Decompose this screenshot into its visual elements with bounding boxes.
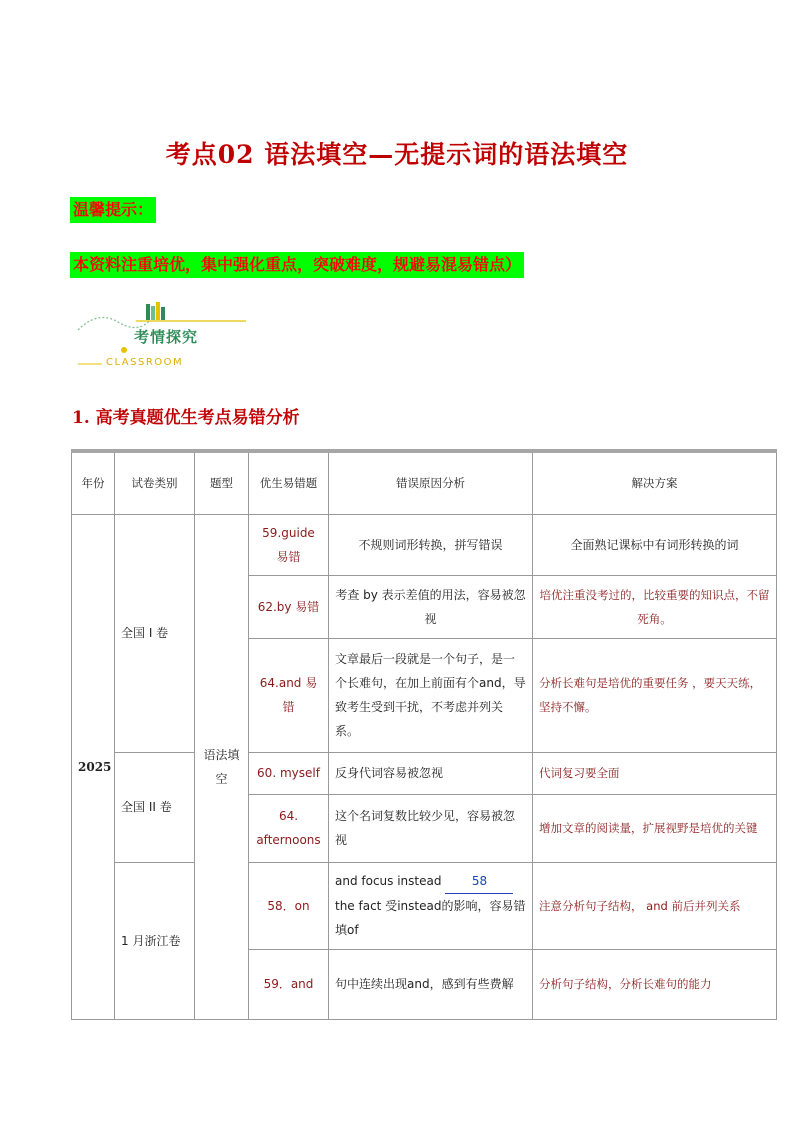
reason-part-a: and focus instead xyxy=(335,874,442,888)
solution-cell: 全面熟记课标中有词形转换的词 xyxy=(533,514,777,575)
paper-cell: 全国 I 卷 xyxy=(115,514,195,752)
solution-cell: 分析长难句是培优的重要任务 ，要天天练，坚持不懈。 xyxy=(533,638,777,752)
header-solution: 解决方案 xyxy=(533,451,777,514)
question-cell: 60. myself xyxy=(249,752,329,794)
table-row xyxy=(72,862,777,949)
reason-cell: 句中连续出现and，感到有些费解 xyxy=(329,949,533,1019)
header-type: 题型 xyxy=(195,451,249,514)
error-analysis-table xyxy=(71,449,777,1020)
header-question: 优生易错题 xyxy=(249,451,329,514)
solution-cell: 培优注重没考过的，比较重要的知识点，不留死角。 xyxy=(533,575,777,638)
reason-cell: 考查 by 表示差值的用法，容易被忽视 xyxy=(329,575,533,638)
reason-cell: 不规则词形转换，拼写错误 xyxy=(329,514,533,575)
paper-cell: 全国 II 卷 xyxy=(115,752,195,862)
question-cell: 58．on xyxy=(249,862,329,949)
question-cell: 62.by 易错 xyxy=(249,575,329,638)
reason-cell: 这个名词复数比较少见，容易被忽视 xyxy=(329,794,533,862)
answer-blank: 58 xyxy=(445,869,513,894)
table-row xyxy=(72,752,777,794)
solution-cell: 注意分析句子结构， and 前后并列关系 xyxy=(533,862,777,949)
question-cell: 59.guide 易错 xyxy=(249,514,329,575)
reason-part-b: the fact 受instead的影响，容易错填of xyxy=(335,899,526,937)
year-cell: 2025 xyxy=(72,514,115,1019)
question-cell: 64. afternoons xyxy=(249,794,329,862)
reason-cell: 文章最后一段就是一个句子，是一个长难句，在加上前面有个and，导致考生受到干扰，不考虑并列关系。 xyxy=(329,638,533,752)
qtype-cell: 语法填空 xyxy=(195,514,249,1019)
table-header-row xyxy=(72,451,777,514)
question-cell: 59．and xyxy=(249,949,329,1019)
header-paper: 试卷类别 xyxy=(115,451,195,514)
paper-cell: 1 月浙江卷 xyxy=(115,862,195,1019)
reason-cell: 反身代词容易被忽视 xyxy=(329,752,533,794)
solution-cell: 增加文章的阅读量，扩展视野是培优的关键 xyxy=(533,794,777,862)
header-reason: 错误原因分析 xyxy=(329,451,533,514)
page-title: 考点02 语法填空—无提示词的语法填空 xyxy=(165,140,629,169)
hint-text: 本资料注重培优，集中强化重点，突破难度，规避易混易错点） xyxy=(70,252,524,278)
solution-cell: 分析句子结构，分析长难句的能力 xyxy=(533,949,777,1019)
table-row xyxy=(72,514,777,575)
logo-main-text: 考情探究 xyxy=(134,328,199,346)
question-cell: 64.and 易错 xyxy=(249,638,329,752)
header-year: 年份 xyxy=(72,451,115,514)
solution-cell: 代词复习要全面 xyxy=(533,752,777,794)
hint-label: 温馨提示： xyxy=(70,197,156,223)
classroom-logo xyxy=(76,298,266,376)
section-title: 1. 高考真题优生考点易错分析 xyxy=(72,408,300,428)
logo-sub-text: CLASSROOM xyxy=(106,357,184,368)
reason-cell xyxy=(329,862,533,949)
